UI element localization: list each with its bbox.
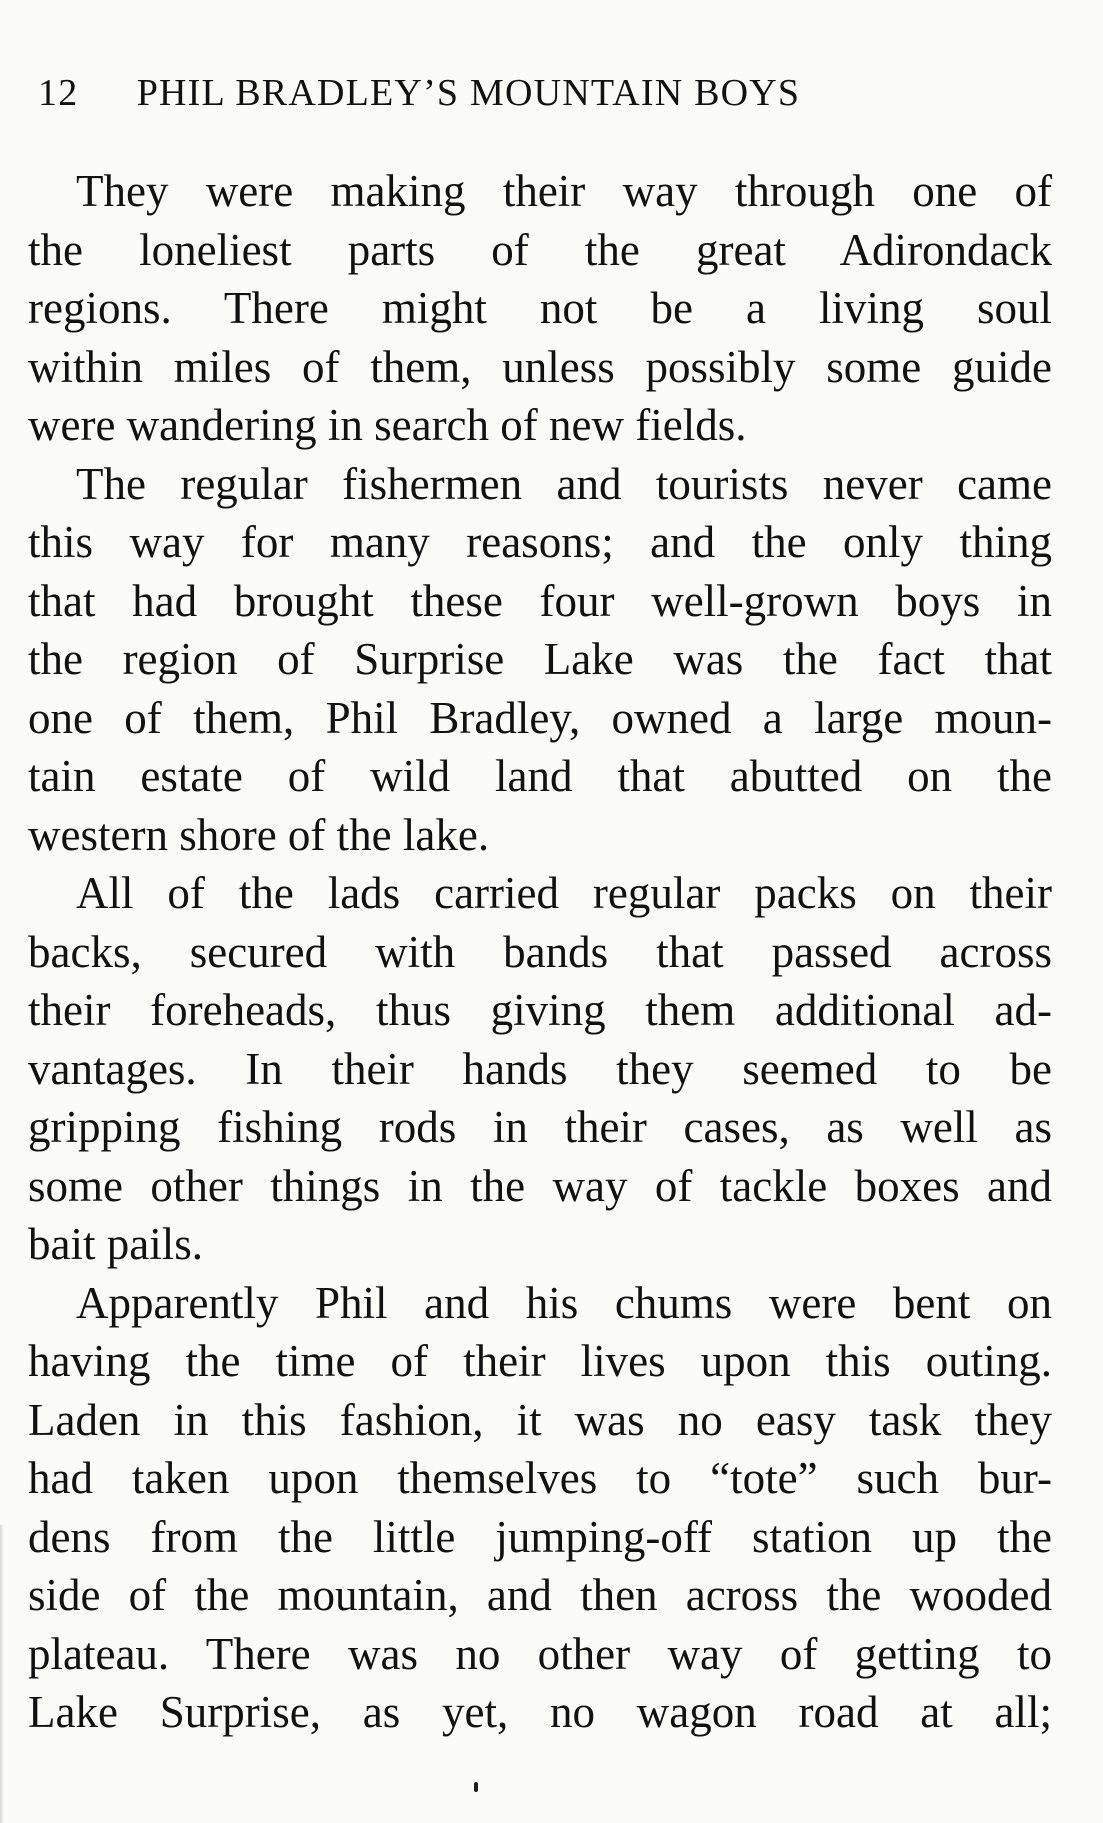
text-line: the region of Surprise Lake was the fact that [28,634,1052,684]
text-line: this way for many reasons; and the only thing [28,517,1052,567]
text-line: western shore of the lake. [28,809,490,860]
text-line: They were making their way through one of [76,166,1052,216]
scan-page-edge [0,1525,4,1823]
paragraph-1 [28,162,1052,455]
text-line: bait pails. [28,1219,203,1269]
text-line: were wandering in search of new fields. [28,400,747,450]
text-line: backs, secured with bands that passed across [28,926,1052,977]
text-line: their foreheads, thus giving them additional ad- [28,985,1052,1035]
paragraph-2 [28,455,1052,865]
text-line: gripping fishing rods in their cases, as well as [28,1102,1052,1152]
text-line: one of them, Phil Bradley, owned a large moun- [28,692,1052,743]
text-line: that had brought these four well-grown boys in [28,575,1052,626]
running-title: PHIL BRADLEY’S MOUNTAIN BOYS [136,72,801,114]
text-line: within miles of them, unless possibly some guide [28,341,1052,392]
text-line: All of the lads carried regular packs on their [76,868,1052,918]
page-number: 12 [38,72,79,114]
text-line: Lake Surprise, as yet, no wagon road at all; [28,1687,1052,1737]
text-line: having the time of their lives upon this outing. [28,1336,1052,1386]
text-line: the loneliest parts of the great Adirondack [28,224,1052,275]
text-line: regions. There might not be a living soul [28,283,1052,333]
text-line: vantages. In their hands they seemed to be [28,1043,1052,1094]
ink-speck [474,1782,478,1792]
running-head [38,68,1058,118]
text-line: side of the mountain, and then across the wooded [28,1570,1052,1620]
text-line: The regular fishermen and tourists never came [76,458,1052,509]
text-line: some other things in the way of tackle boxes and [28,1160,1052,1211]
text-line: Apparently Phil and his chums were bent on [76,1277,1052,1328]
text-line: tain estate of wild land that abutted on the [28,751,1052,801]
paragraph-4 [28,1274,1052,1742]
text-line: Laden in this fashion, it was no easy task they [28,1394,1052,1445]
text-line: plateau. There was no other way of getting to [28,1628,1052,1679]
paragraph-3 [28,864,1052,1274]
text-line: dens from the little jumping-off station up the [28,1511,1052,1562]
text-line: had taken upon themselves to “tote” such bur- [28,1453,1052,1503]
page-body [28,162,1052,1742]
